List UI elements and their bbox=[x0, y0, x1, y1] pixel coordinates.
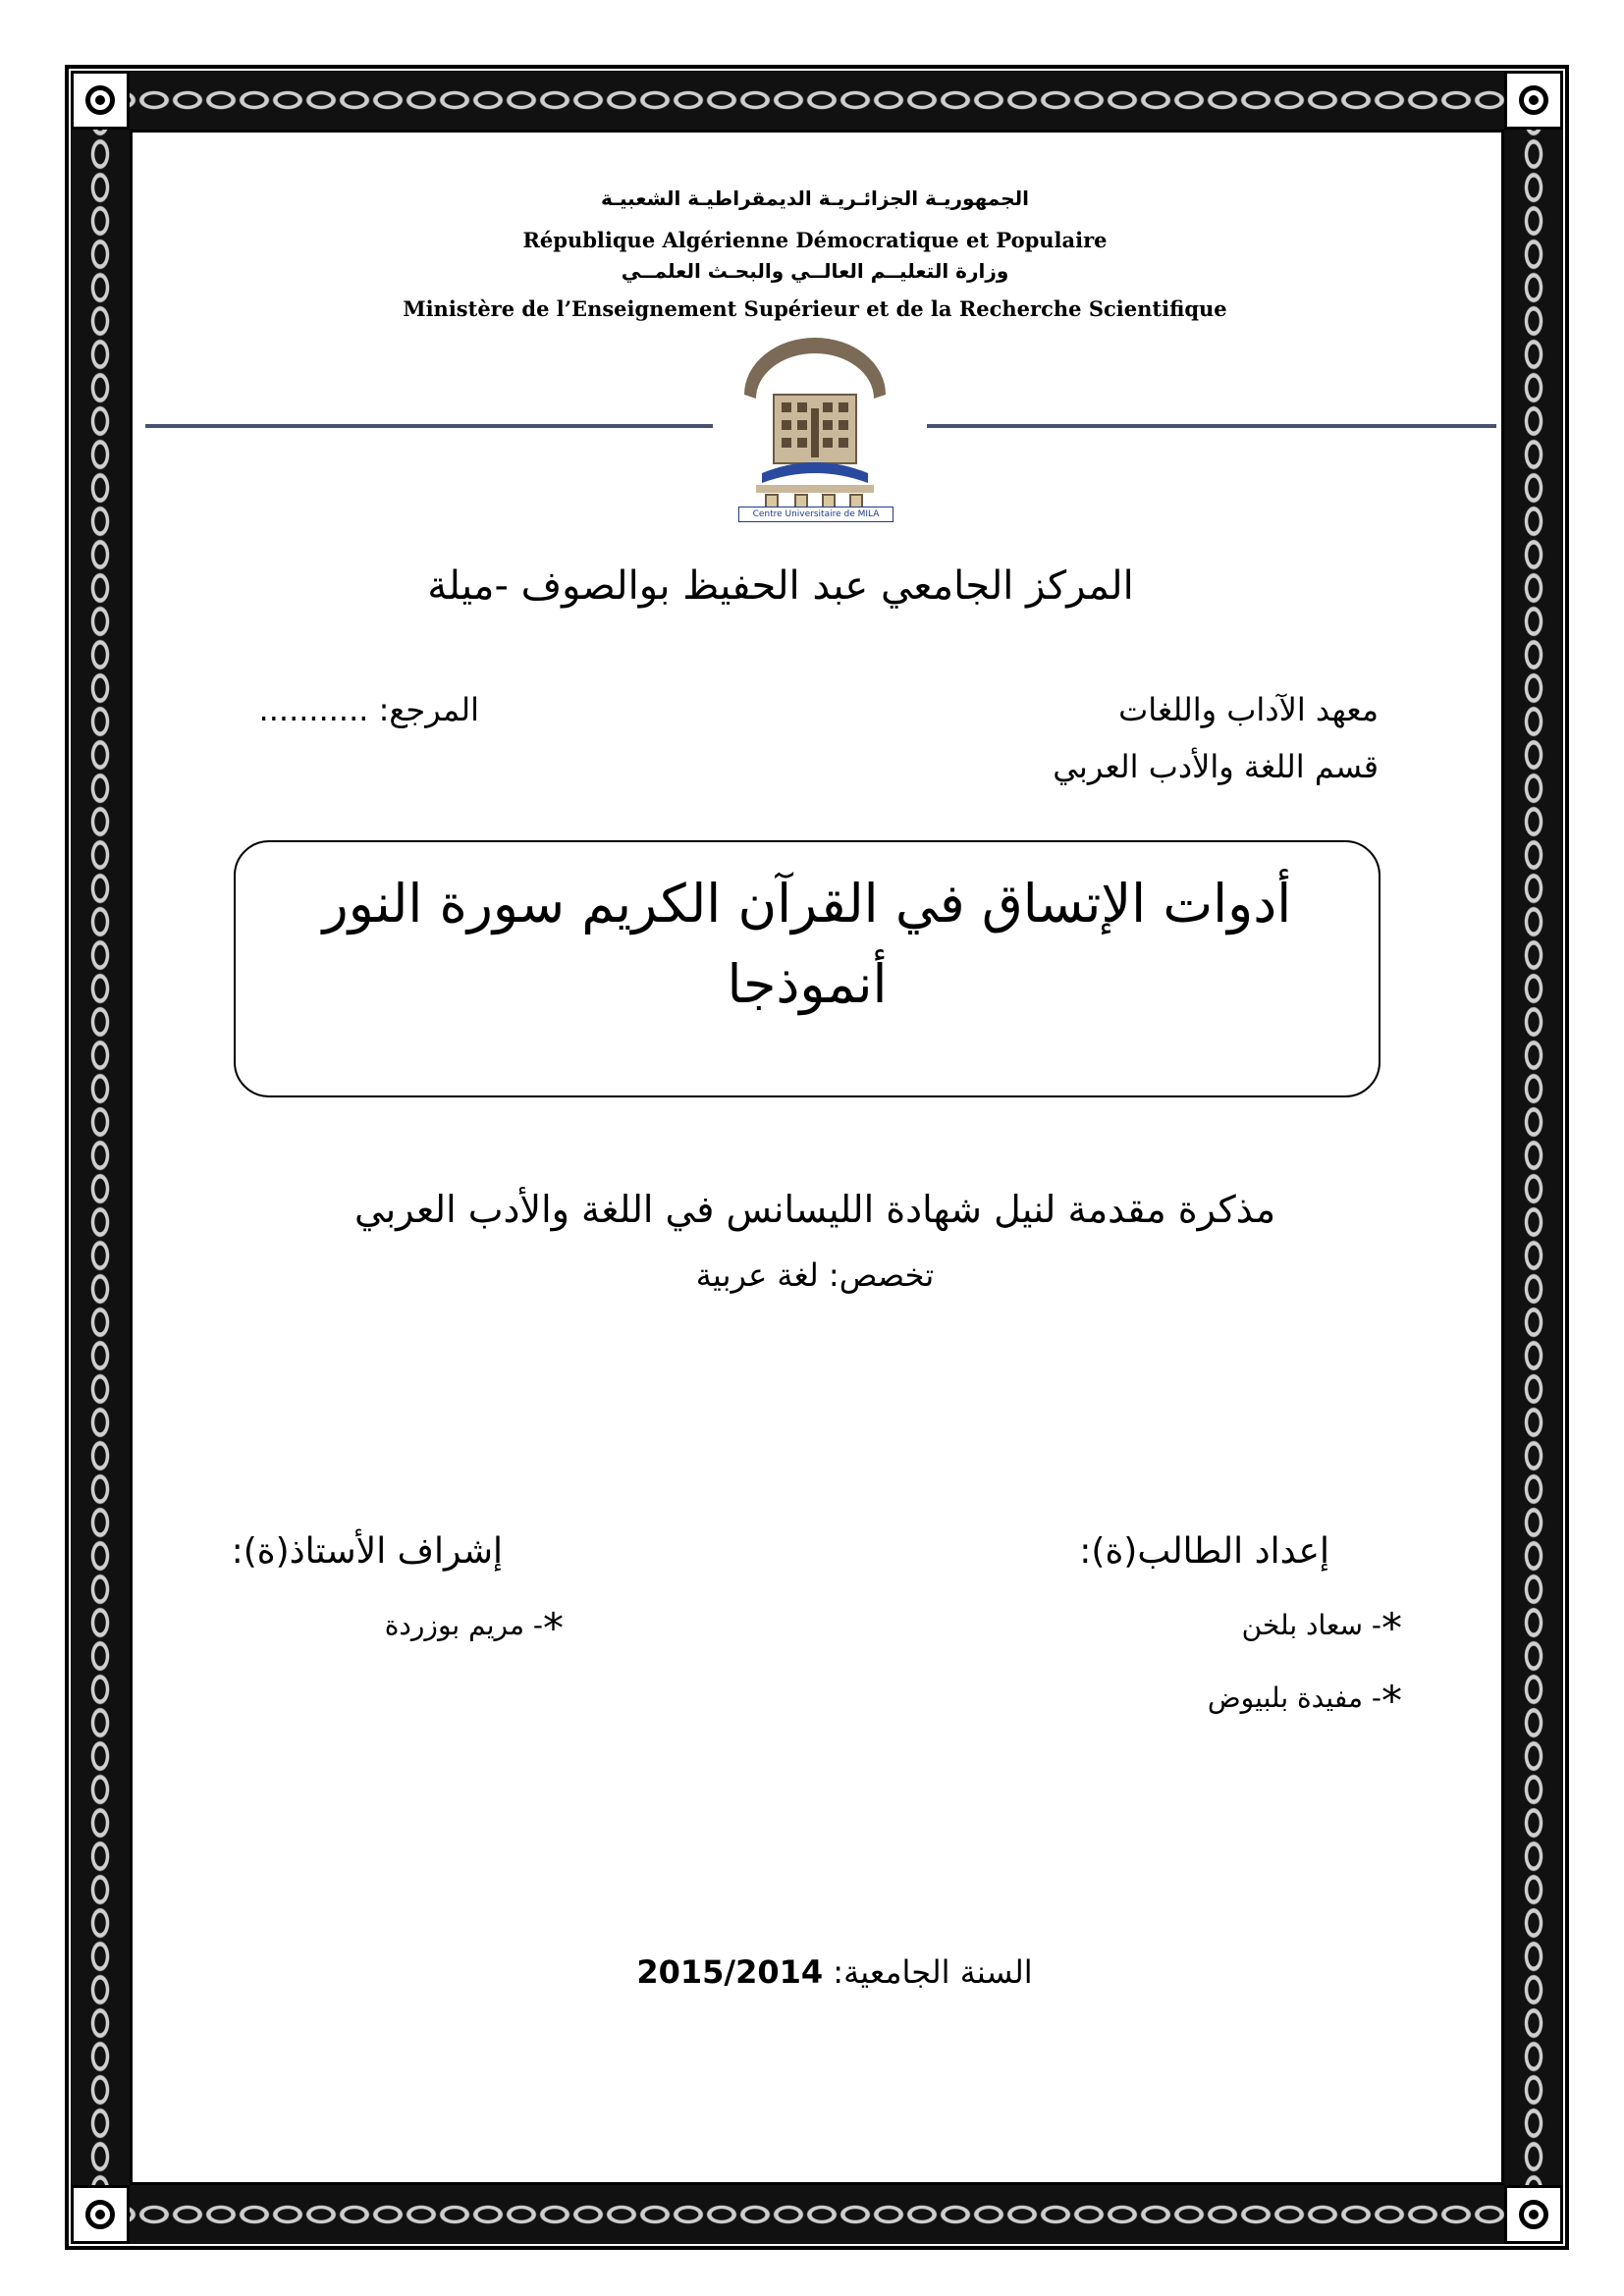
student-name: سعاد بلخن bbox=[1241, 1609, 1363, 1641]
department-name: قسم اللغة والأدب العربي bbox=[1053, 748, 1379, 785]
student-entry: *- سعاد بلخن bbox=[1241, 1604, 1402, 1652]
specialization: تخصص: لغة عربية bbox=[695, 1256, 935, 1294]
bullet-star-icon: * bbox=[543, 1604, 564, 1652]
republic-name-french: République Algérienne Démocratique et Populaire bbox=[522, 228, 1108, 252]
frame-corner-ornament-icon bbox=[1504, 71, 1563, 130]
frame-border-bottom bbox=[71, 2185, 1563, 2244]
bullet-star-icon: * bbox=[1381, 1677, 1402, 1725]
academic-year bbox=[393, 1953, 1276, 1991]
header-rule-right bbox=[927, 424, 1496, 428]
bullet-star-icon: * bbox=[1381, 1604, 1402, 1652]
students-label: إعداد الطالب(ة): bbox=[1079, 1531, 1329, 1572]
thesis-purpose: مذكرة مقدمة لنيل شهادة الليسانس في اللغة والأدب العربي bbox=[353, 1188, 1276, 1231]
supervisor-label: إشراف الأستاذ(ة): bbox=[231, 1531, 503, 1572]
academic-year-value: 2015/2014 bbox=[636, 1953, 824, 1991]
frame-corner-ornament-icon bbox=[71, 71, 130, 130]
student-entry: *- مفيدة بلبيوض bbox=[1207, 1677, 1402, 1725]
republic-name-arabic: الجمهوريـة الجزائـريـة الديمقراطيـة الشعبيـة bbox=[601, 187, 1029, 210]
supervisor-entry: *- مريم بوزردة bbox=[384, 1604, 564, 1652]
thesis-title: أدوات الإتساق في القرآن الكريم سورة النور أنموذجا bbox=[322, 873, 1292, 1015]
student-name: مفيدة بلبيوض bbox=[1207, 1682, 1363, 1714]
frame-border-right bbox=[1504, 71, 1563, 2244]
university-logo bbox=[727, 336, 903, 522]
frame-corner-ornament-icon bbox=[1504, 2185, 1563, 2244]
supervisor-name: مريم بوزردة bbox=[384, 1609, 524, 1641]
logo-caption: Centre Universitaire de MILA bbox=[738, 507, 893, 522]
ministry-name-french: Ministère de l’Enseignement Supérieur et de la Recherche Scientifique bbox=[403, 296, 1227, 321]
frame-border-left bbox=[71, 71, 130, 2244]
header-rule-left bbox=[145, 424, 713, 428]
reference-field: المرجع: ........... bbox=[258, 691, 479, 728]
ministry-name-arabic: وزارة التعليــم العالــي والبحـث العلمــي bbox=[621, 259, 1009, 283]
academic-year-label: السنة الجامعية: bbox=[833, 1953, 1033, 1991]
frame-border-top bbox=[71, 71, 1563, 130]
frame-corner-ornament-icon bbox=[71, 2185, 130, 2244]
institution-name: المركز الجامعي عبد الحفيظ بوالصوف -ميلة bbox=[427, 563, 1134, 609]
institute-name: معهد الآداب واللغات bbox=[1118, 691, 1379, 728]
